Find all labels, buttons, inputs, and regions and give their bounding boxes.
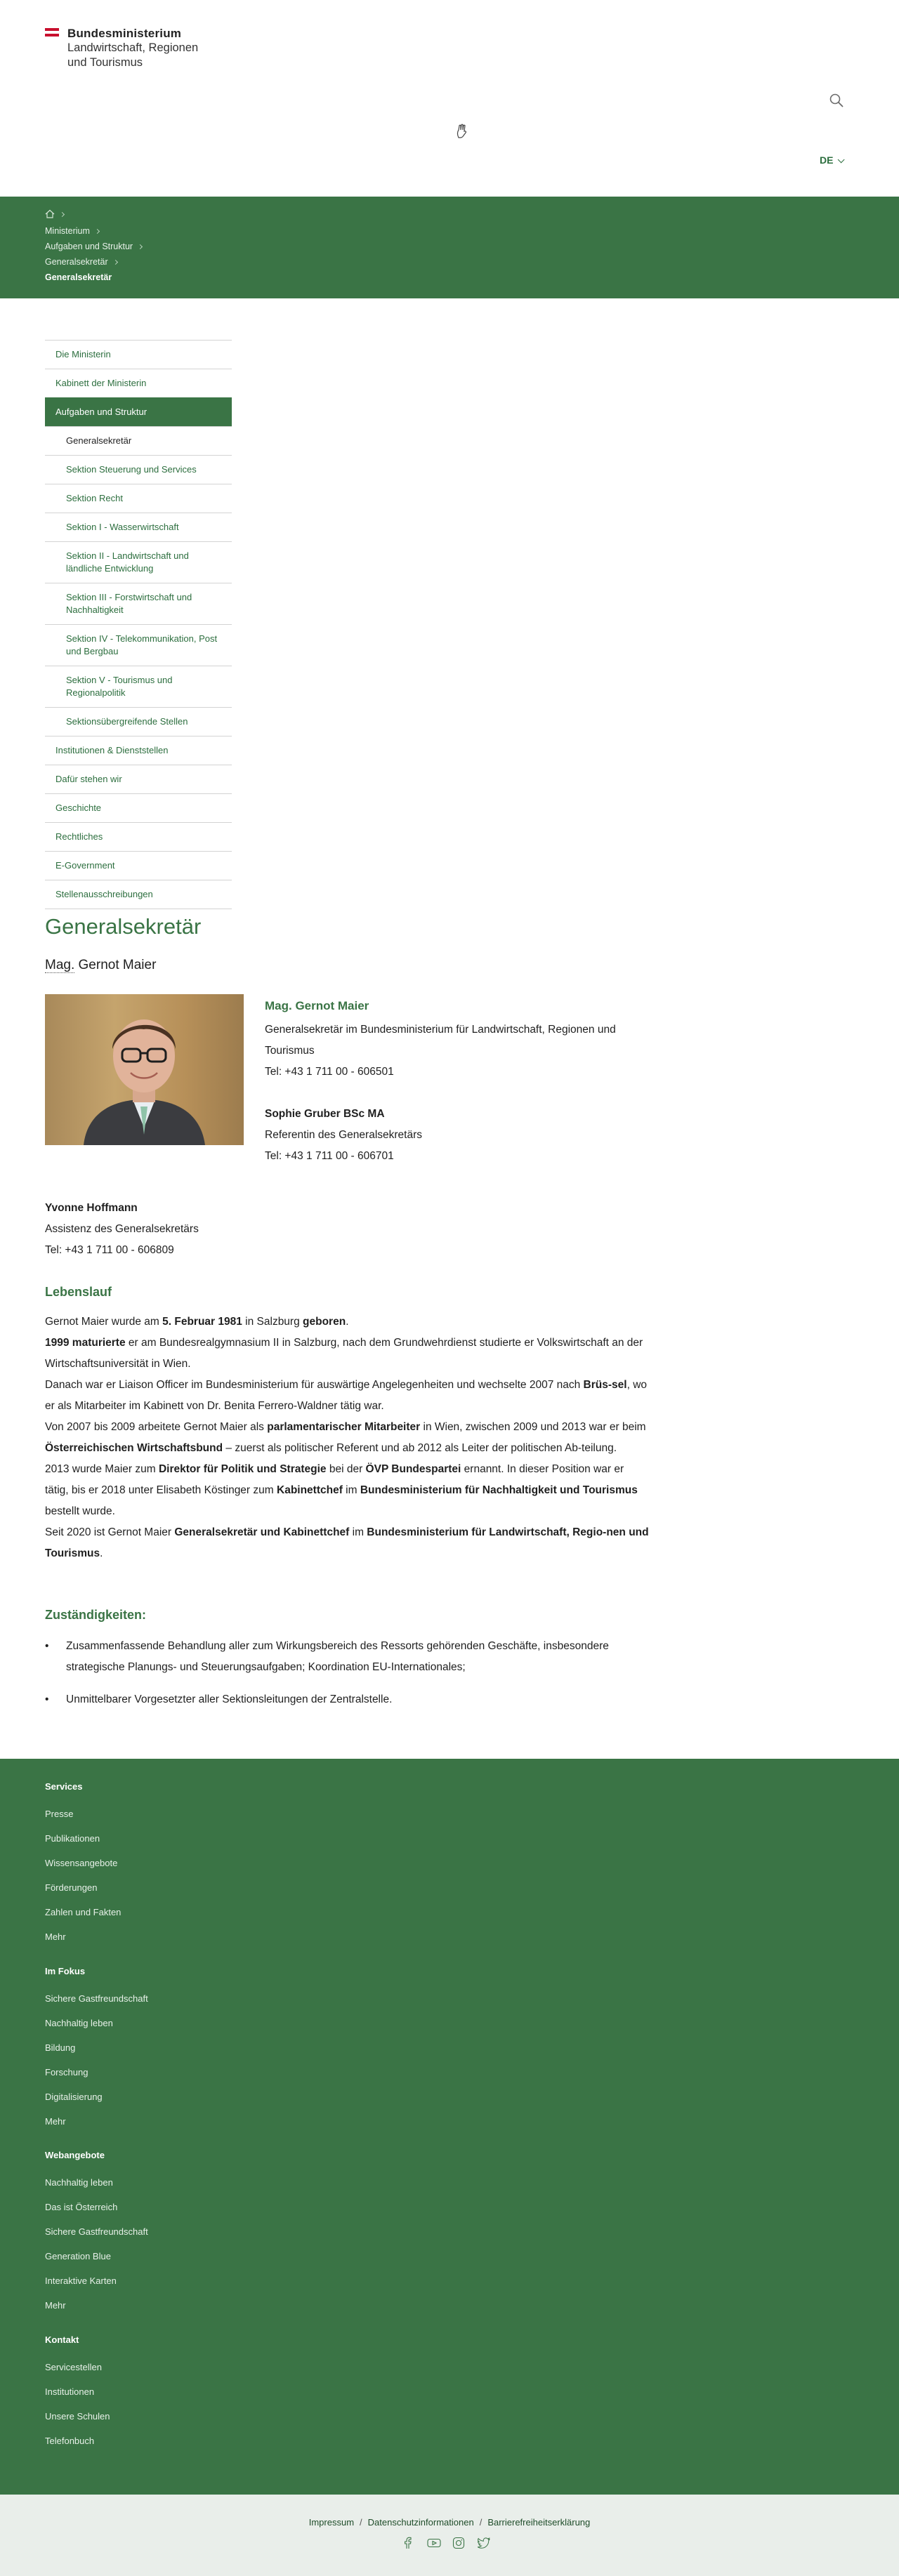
facebook-icon[interactable] bbox=[402, 2537, 414, 2549]
home-icon[interactable] bbox=[45, 208, 55, 223]
sidebar-item-sektion-4[interactable]: Sektion IV - Telekommunikation, Post und Bergbau bbox=[45, 624, 232, 666]
footer-column-title: Webangebote bbox=[45, 2150, 105, 2160]
footer-link[interactable]: Presse bbox=[45, 1809, 74, 1819]
title-abbreviation[interactable]: Mag. bbox=[45, 958, 75, 972]
sidebar-item-sektion-steuerung[interactable]: Sektion Steuerung und Services bbox=[45, 455, 232, 484]
cv-paragraph: 2013 wurde Maier zum Direktor für Politik und Strategie bei der ÖVP Bundespartei ernannt. In dieser Position war er tätig, bis er 2018 unter Elisabeth Köstinger zum Kabinettchef im Bundesministerium für Nachhaltigkeit und Tourismus bestellt wurde. bbox=[45, 1463, 638, 1517]
sidebar-item-stellen[interactable]: Stellenausschreibungen bbox=[45, 880, 232, 909]
footer-link[interactable]: Interaktive Karten bbox=[45, 2276, 117, 2286]
footer-link[interactable]: Generation Blue bbox=[45, 2251, 111, 2261]
breadcrumb-home[interactable] bbox=[45, 206, 899, 223]
footer-link[interactable]: Sichere Gastfreundschaft bbox=[45, 2226, 148, 2237]
cv-paragraph: Gernot Maier wurde am 5. Februar 1981 in Salzburg geboren. bbox=[45, 1316, 349, 1328]
assistant-role: Assistenz des Generalsekretärs bbox=[45, 1223, 199, 1235]
imprint-link[interactable]: Impressum bbox=[308, 2517, 355, 2528]
cv-heading: Lebenslauf bbox=[45, 1285, 112, 1299]
language-label: DE bbox=[820, 154, 834, 166]
person-name: Mag. Gernot Maier bbox=[45, 958, 157, 972]
breadcrumb-current: Generalsekretär bbox=[45, 272, 112, 282]
footer-link[interactable]: Forschung bbox=[45, 2067, 88, 2078]
sidebar-item-sektion-1[interactable]: Sektion I - Wasserwirtschaft bbox=[45, 513, 232, 541]
site-header bbox=[0, 0, 899, 197]
footer-link[interactable]: Nachhaltig leben bbox=[45, 2177, 113, 2188]
footer-link[interactable]: Telefonbuch bbox=[45, 2436, 95, 2446]
duties-list bbox=[45, 1636, 649, 1722]
breadcrumb bbox=[0, 197, 899, 298]
contact-phone[interactable]: Tel: +43 1 711 00 - 606501 bbox=[265, 1066, 394, 1078]
duties-heading: Zuständigkeiten: bbox=[45, 1608, 147, 1622]
footer-column-webangebote bbox=[45, 2150, 396, 2318]
footer-column-title: Kontakt bbox=[45, 2334, 79, 2345]
footer-link[interactable]: Unsere Schulen bbox=[45, 2411, 110, 2422]
site-footer bbox=[0, 1759, 899, 2495]
ministry-logo[interactable] bbox=[45, 27, 228, 70]
footer-link[interactable]: Bildung bbox=[45, 2042, 76, 2053]
sidebar-item-kabinett[interactable]: Kabinett der Ministerin bbox=[45, 369, 232, 397]
breadcrumb-item[interactable]: Aufgaben und Struktur bbox=[45, 239, 899, 254]
sidebar-item-ministerin[interactable]: Die Ministerin bbox=[45, 340, 232, 369]
footer-link[interactable]: Mehr bbox=[45, 2116, 66, 2127]
language-selector[interactable] bbox=[820, 154, 842, 166]
sign-language-icon[interactable] bbox=[455, 124, 471, 140]
cv-text bbox=[45, 1312, 649, 1564]
contact-card bbox=[265, 996, 658, 1167]
portrait-photo bbox=[45, 994, 244, 1145]
legal-links: Impressum / Datenschutzinformationen / Barrierefreiheitserklärung bbox=[308, 2517, 591, 2528]
footer-link[interactable]: Förderungen bbox=[45, 1882, 98, 1893]
sidebar-item-institutionen[interactable]: Institutionen & Dienststellen bbox=[45, 736, 232, 765]
contact-role: Generalsekretär im Bundesministerium für Landwirtschaft, Regionen und Tourismus bbox=[265, 1024, 616, 1057]
instagram-icon[interactable] bbox=[452, 2537, 465, 2549]
sidebar-item-geschichte[interactable]: Geschichte bbox=[45, 793, 232, 822]
logo-line-1: Bundesministerium bbox=[67, 27, 182, 40]
logo-line-3: und Tourismus bbox=[67, 56, 143, 69]
footer-link[interactable]: Wissensangebote bbox=[45, 1858, 118, 1868]
austria-flag-icon bbox=[45, 28, 59, 37]
twitter-icon[interactable] bbox=[478, 2537, 490, 2549]
sidebar-item-aufgaben[interactable]: Aufgaben und Struktur bbox=[45, 397, 232, 426]
breadcrumb-item[interactable]: Generalsekretär bbox=[45, 254, 899, 270]
footer-link[interactable]: Publikationen bbox=[45, 1833, 100, 1844]
footer-link[interactable]: Mehr bbox=[45, 1931, 66, 1942]
sidebar-item-sektion-recht[interactable]: Sektion Recht bbox=[45, 484, 232, 513]
assistant-name: Yvonne Hoffmann bbox=[45, 1202, 138, 1214]
sidebar-item-sektionsuebergreifend[interactable]: Sektionsübergreifende Stellen bbox=[45, 707, 232, 736]
footer-column-services bbox=[45, 1781, 396, 1949]
contact-name: Mag. Gernot Maier bbox=[265, 999, 369, 1012]
main-content bbox=[45, 913, 649, 1705]
assistant-phone[interactable]: Tel: +43 1 711 00 - 606809 bbox=[45, 1244, 174, 1256]
chevron-down-icon bbox=[838, 156, 845, 163]
youtube-icon[interactable] bbox=[427, 2537, 440, 2549]
footer-link[interactable]: Institutionen bbox=[45, 2386, 95, 2397]
cv-paragraph: Danach war er Liaison Officer im Bundesministerium für auswärtige Angelegenheiten und wechselte 2007 nach Brüs-sel, wo er als Mitarbeiter im Kabinett von Dr. Benita Ferrero-Waldner tätig war. bbox=[45, 1379, 648, 1412]
footer-link[interactable]: Zahlen und Fakten bbox=[45, 1907, 122, 1917]
referent-role: Referentin des Generalsekretärs bbox=[265, 1129, 423, 1141]
sidebar-item-sektion-3[interactable]: Sektion III - Forstwirtschaft und Nachhaltigkeit bbox=[45, 583, 232, 624]
footer-link[interactable]: Servicestellen bbox=[45, 2362, 102, 2372]
page-title: Generalsekretär bbox=[45, 914, 202, 939]
footer-link[interactable]: Nachhaltig leben bbox=[45, 2018, 113, 2028]
list-item: • Zusammenfassende Behandlung aller zum Wirkungsbereich des Ressorts gehörenden Geschäfte, insbesondere strategische Planungs- und Steuerungsaufgaben; Koordination EU-Internationales; bbox=[45, 1636, 649, 1678]
list-item: • Unmittelbarer Vorgesetzter aller Sektionsleitungen der Zentralstelle. bbox=[45, 1689, 649, 1710]
privacy-link[interactable]: Datenschutzinformationen bbox=[367, 2517, 474, 2528]
footer-link[interactable]: Digitalisierung bbox=[45, 2092, 103, 2102]
footer-column-title: Im Fokus bbox=[45, 1966, 86, 1976]
sidebar-nav bbox=[45, 340, 232, 909]
cv-paragraph: 1999 maturierte er am Bundesrealgymnasium II in Salzburg, nach dem Grundwehrdienst studierte er Volkswirtschaft an der Wirtschaftsuniversität in Wien. bbox=[45, 1337, 643, 1370]
assistant-contact bbox=[45, 1198, 466, 1261]
footer-column-title: Services bbox=[45, 1781, 83, 1792]
sidebar-item-sektion-5[interactable]: Sektion V - Tourismus und Regionalpolitik bbox=[45, 666, 232, 707]
logo-line-2: Landwirtschaft, Regionen bbox=[67, 41, 199, 54]
breadcrumb-item[interactable]: Ministerium bbox=[45, 223, 899, 239]
social-links bbox=[402, 2537, 497, 2554]
footer-column-kontakt bbox=[45, 2334, 396, 2453]
search-icon[interactable] bbox=[829, 93, 848, 112]
footer-link[interactable]: Mehr bbox=[45, 2300, 66, 2311]
referent-phone[interactable]: Tel: +43 1 711 00 - 606701 bbox=[265, 1150, 394, 1162]
sidebar-item-rechtliches[interactable]: Rechtliches bbox=[45, 822, 232, 851]
cv-paragraph: Seit 2020 ist Gernot Maier Generalsekretär und Kabinettchef im Bundesministerium für Landwirtschaft, Regio-nen und Tourismus. bbox=[45, 1526, 649, 1559]
sidebar-item-sektion-2[interactable]: Sektion II - Landwirtschaft und ländliche Entwicklung bbox=[45, 541, 232, 583]
footer-column-im-fokus bbox=[45, 1966, 396, 2134]
footer-link[interactable]: Das ist Österreich bbox=[45, 2202, 118, 2212]
referent-name: Sophie Gruber BSc MA bbox=[265, 1108, 385, 1120]
sidebar-item-dafuer[interactable]: Dafür stehen wir bbox=[45, 765, 232, 793]
cv-paragraph: Von 2007 bis 2009 arbeitete Gernot Maier als parlamentarischer Mitarbeiter in Wien, zwischen 2009 und 2013 war er beim Österreichischen Wirtschaftsbund – zuerst als politischer Referent und ab 2012 als Leiter der politischen Ab-teilung. bbox=[45, 1421, 646, 1454]
sidebar-item-egovernment[interactable]: E-Government bbox=[45, 851, 232, 880]
sidebar-item-generalsekretaer[interactable]: Generalsekretär bbox=[45, 426, 232, 455]
footer-link[interactable]: Sichere Gastfreundschaft bbox=[45, 1993, 148, 2004]
footer-bottom-bar bbox=[0, 2495, 899, 2576]
accessibility-statement-link[interactable]: Barrierefreiheitserklärung bbox=[487, 2517, 591, 2528]
